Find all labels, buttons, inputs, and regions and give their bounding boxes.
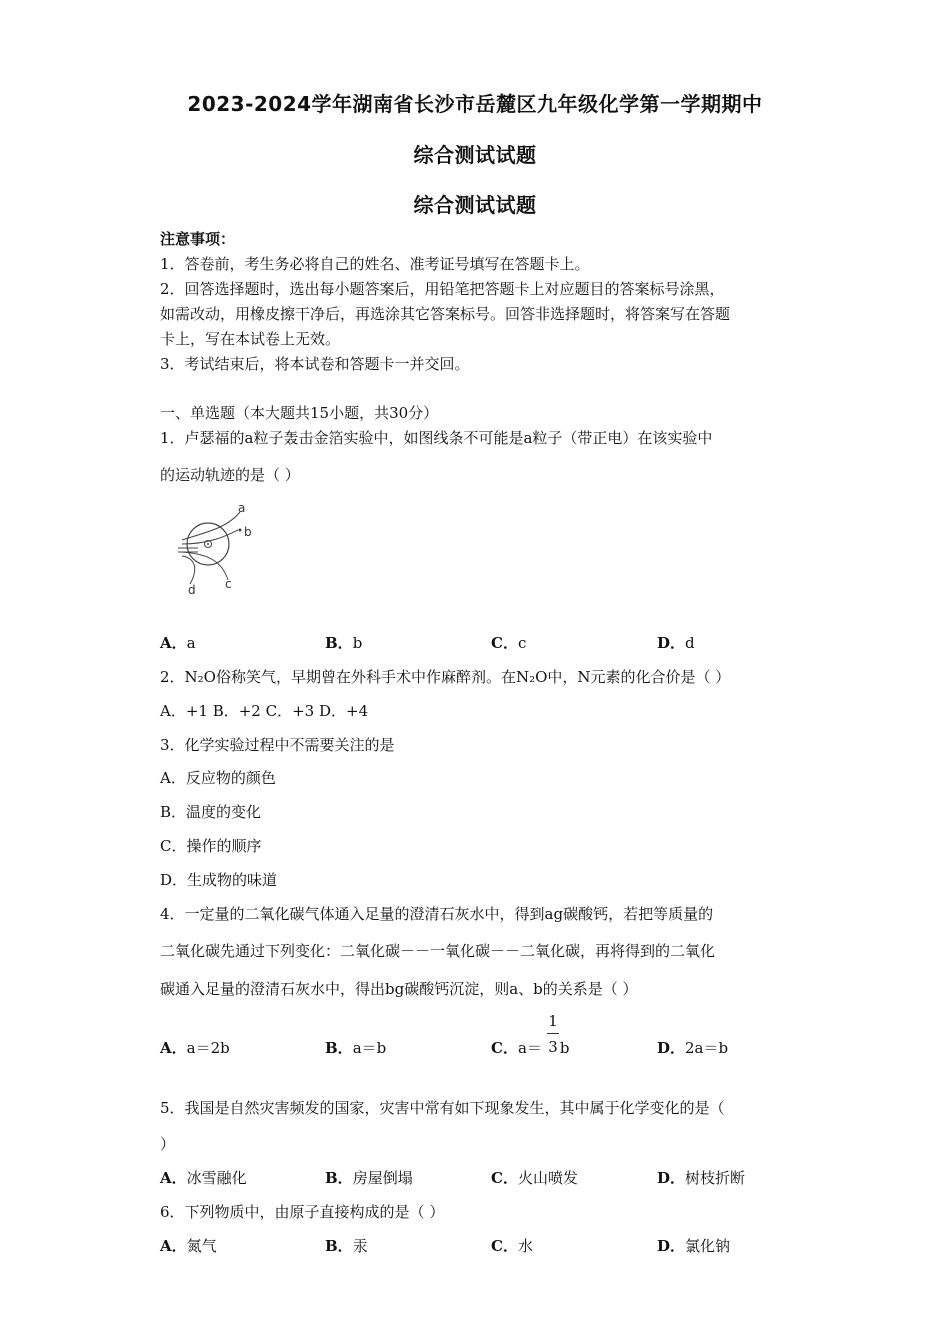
notice-item-3: 3．考试结束后，将本试卷和答题卡一并交回。	[160, 355, 470, 373]
label-d: d	[188, 583, 196, 597]
q3-option-b[interactable]: B．温度的变化	[160, 803, 262, 821]
q3-stem: 3．化学实验过程中不需要关注的是	[160, 736, 395, 754]
option-text-before: a＝	[517, 1039, 542, 1057]
track-a	[182, 512, 240, 540]
notice-item-2: 2．回答选择题时，选出每小题答案后，用铅笔把答题卡上对应题目的答案标号涂黑，	[160, 280, 725, 298]
label-a: a	[238, 501, 246, 515]
q3-option-c[interactable]: C．操作的顺序	[160, 837, 262, 855]
option-text: 水	[517, 1237, 533, 1255]
page-title-line1: 2023-2024学年湖南省长沙市岳麓区九年级化学第一学期期中	[187, 92, 763, 116]
q5-stem-line1: 5．我国是自然灾害频发的国家，灾害中常有如下现象发生，其中属于化学变化的是（	[160, 1099, 725, 1117]
option-key: B．	[325, 1039, 353, 1057]
q5-option-c[interactable]	[491, 1167, 578, 1188]
fraction-denominator: 3	[548, 1038, 558, 1056]
notice-item-1: 1．答卷前，考生务必将自己的姓名、准考证号填写在答题卡上。	[160, 255, 590, 273]
fraction-numerator: 1	[548, 1012, 558, 1030]
track-d	[182, 556, 195, 584]
q1-option-a[interactable]	[160, 632, 196, 653]
option-key: D．	[657, 1039, 686, 1057]
q1-option-b[interactable]	[325, 632, 362, 653]
notice-heading: 注意事项：	[160, 230, 236, 248]
page-title-line2: 综合测试试题	[413, 143, 537, 167]
option-text: 汞	[352, 1237, 368, 1255]
option-text: 氮气	[186, 1237, 217, 1255]
option-key: A．	[160, 1237, 187, 1255]
q1-stem-line2: 的运动轨迹的是（ ）	[160, 466, 300, 484]
q4-option-a[interactable]	[160, 1037, 230, 1058]
q5-stem-line2: ）	[160, 1135, 176, 1153]
q5-option-b[interactable]	[325, 1167, 413, 1188]
option-key: A．	[160, 1169, 187, 1187]
q4-option-d[interactable]	[657, 1037, 728, 1058]
option-key: A．	[160, 634, 187, 652]
notice-item-2-cont2: 卡上，写在本试卷上无效。	[160, 330, 341, 348]
nucleus-dot	[207, 543, 209, 545]
q4-stem-line1: 4．一定量的二氧化碳气体通入足量的澄清石灰水中，得到ag碳酸钙，若把等质量的	[160, 905, 714, 923]
page-title-line3: 综合测试试题	[413, 193, 537, 217]
option-key: B．	[325, 1169, 353, 1187]
option-key: B．	[325, 634, 353, 652]
q6-option-a[interactable]	[160, 1235, 217, 1256]
fraction-bar	[547, 1033, 559, 1034]
option-key: C．	[491, 1169, 518, 1187]
option-text: a＝2b	[186, 1039, 230, 1057]
option-key: C．	[491, 634, 518, 652]
label-c: c	[225, 577, 232, 591]
option-key: C．	[491, 1039, 518, 1057]
option-text: 火山喷发	[517, 1169, 578, 1187]
option-key: B．	[325, 1237, 353, 1255]
q6-stem: 6．下列物质中，由原子直接构成的是（ ）	[160, 1203, 445, 1221]
label-b: b	[244, 525, 252, 539]
option-text: 树枝折断	[685, 1169, 746, 1187]
q6-option-d[interactable]	[657, 1235, 730, 1256]
q4-option-b[interactable]	[325, 1037, 386, 1058]
option-key: C．	[491, 1237, 518, 1255]
q6-option-c[interactable]	[491, 1235, 533, 1256]
option-text: 氯化钠	[685, 1237, 731, 1255]
endpoint-b	[239, 529, 242, 532]
q1-option-d[interactable]	[657, 632, 695, 653]
option-text: a	[186, 634, 196, 652]
option-text-after: b	[559, 1039, 570, 1057]
option-text: 房屋倒塌	[352, 1169, 413, 1187]
notice-item-2-cont: 如需改动，用橡皮擦干净后，再选涂其它答案标号。回答非选择题时，将答案写在答题	[160, 305, 731, 323]
option-key: A．	[160, 1039, 187, 1057]
q2-options[interactable]: A．+1 B．+2 C．+3 D．+4	[160, 702, 369, 720]
rutherford-scattering-figure	[172, 500, 262, 600]
q5-option-d[interactable]	[657, 1167, 745, 1188]
q6-option-b[interactable]	[325, 1235, 368, 1256]
option-text: b	[352, 634, 363, 652]
option-text: a＝b	[352, 1039, 387, 1057]
option-text: 冰雪融化	[186, 1169, 247, 1187]
q1-option-c[interactable]	[491, 632, 526, 653]
section-heading: 一、单选题（本大题共15小题，共30分）	[160, 404, 439, 422]
option-key: D．	[657, 1169, 686, 1187]
q3-option-a[interactable]: A．反应物的颜色	[160, 769, 276, 787]
q5-option-a[interactable]	[160, 1167, 247, 1188]
option-key: D．	[657, 1237, 686, 1255]
option-text: c	[517, 634, 527, 652]
q4-stem-line3: 碳通入足量的澄清石灰水中，得出bg碳酸钙沉淀，则a、b的关系是（ ）	[160, 980, 638, 998]
q2-stem: 2．N₂O俗称笑气，早期曾在外科手术中作麻醉剂。在N₂O中，N元素的化合价是（ ）	[160, 668, 731, 686]
option-text: d	[685, 634, 695, 652]
q3-option-d[interactable]: D．生成物的味道	[160, 871, 278, 889]
q1-stem-line1: 1．卢瑟福的a粒子轰击金箔实验中，如图线条不可能是a粒子（带正电）在该实验中	[160, 429, 713, 447]
track-c	[182, 552, 228, 580]
option-text: 2a＝b	[685, 1039, 729, 1057]
q4-stem-line2: 二氧化碳先通过下列变化：二氧化碳－－一氧化碳－－二氧化碳，再将得到的二氧化	[160, 942, 716, 960]
option-key: D．	[657, 634, 686, 652]
